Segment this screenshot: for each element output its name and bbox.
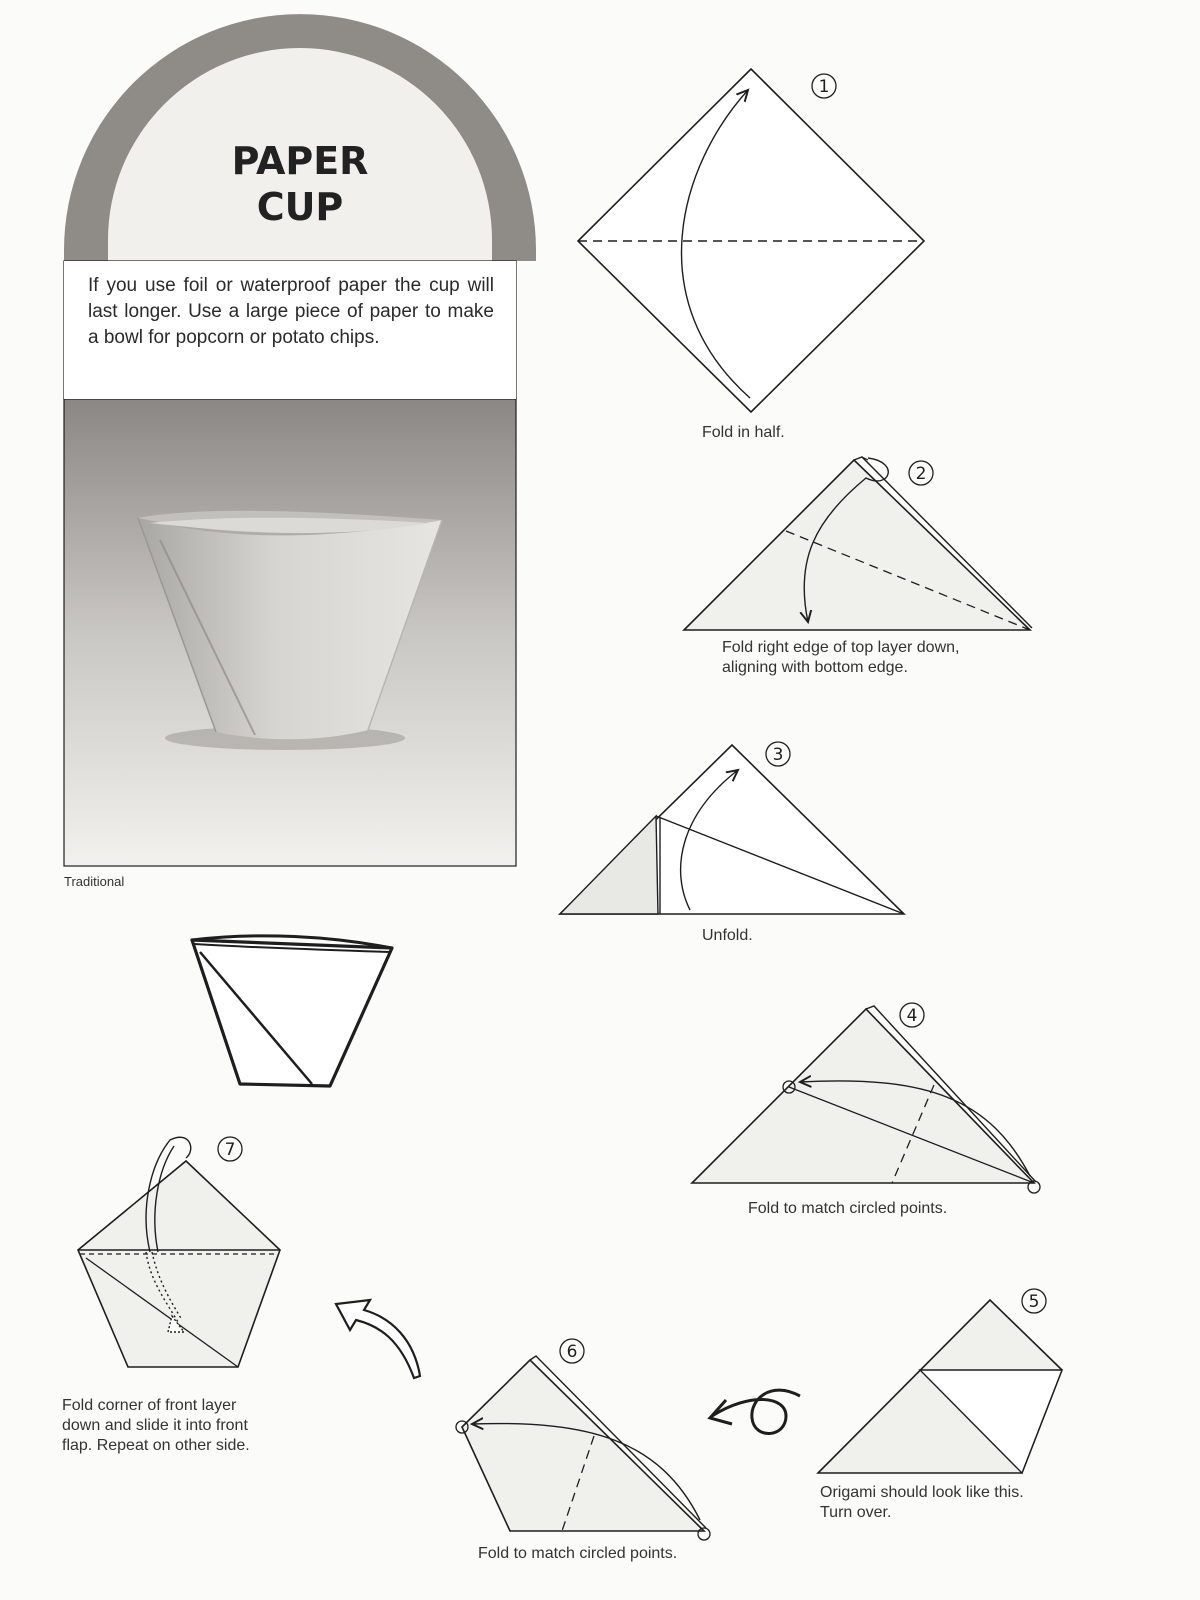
svg-text:4: 4 xyxy=(906,1006,918,1026)
step-5-caption xyxy=(820,1483,1024,1523)
step-2-caption xyxy=(722,638,959,678)
step-number-2 xyxy=(909,461,933,485)
step-3-diagram xyxy=(560,745,904,914)
step-2-diagram xyxy=(684,457,1032,630)
turn-over-arrow xyxy=(710,1390,800,1433)
svg-text:7: 7 xyxy=(224,1140,236,1160)
step-7-caption-line-1: Fold corner of front layer xyxy=(62,1397,237,1414)
page-title xyxy=(90,138,510,230)
step-1-diagram xyxy=(578,69,924,412)
step-6-caption: Fold to match circled points. xyxy=(478,1545,678,1562)
step-5-caption-line-2: Turn over. xyxy=(820,1504,892,1521)
step-3-caption: Unfold. xyxy=(702,927,753,944)
svg-text:5: 5 xyxy=(1028,1292,1040,1312)
svg-text:1: 1 xyxy=(818,77,830,97)
svg-text:2: 2 xyxy=(915,464,927,484)
step-number-3 xyxy=(766,742,790,766)
step-number-7 xyxy=(218,1137,242,1161)
step-5-diagram xyxy=(818,1300,1062,1473)
finished-cup-diagram xyxy=(192,936,392,1086)
photo-paper-cup xyxy=(64,399,516,866)
step-number-1 xyxy=(812,74,836,98)
svg-text:3: 3 xyxy=(772,745,784,765)
direction-arrow xyxy=(336,1300,420,1378)
title-line-1: PAPER xyxy=(231,139,369,183)
title-line-2: CUP xyxy=(256,185,344,229)
step-6-diagram xyxy=(456,1356,710,1540)
step-5-caption-line-1: Origami should look like this. xyxy=(820,1484,1024,1501)
circled-point xyxy=(698,1528,710,1540)
step-4-caption: Fold to match circled points. xyxy=(748,1200,948,1217)
step-7-caption-line-2: down and slide it into front xyxy=(62,1417,248,1434)
step-4-diagram xyxy=(692,1006,1040,1193)
step-2-caption-line-2: aligning with bottom edge. xyxy=(722,659,908,676)
step-1-caption: Fold in half. xyxy=(702,424,785,441)
step-number-6 xyxy=(560,1339,584,1363)
step-number-4 xyxy=(900,1003,924,1027)
step-number-5 xyxy=(1022,1289,1046,1313)
step-7-caption xyxy=(62,1396,250,1456)
step-7-caption-line-3: flap. Repeat on other side. xyxy=(62,1437,250,1454)
intro-paragraph: If you use foil or waterproof paper the cup will last longer. Use a large piece of paper to make a bowl for popcorn or potato chips. xyxy=(64,261,516,399)
step-2-caption-line-1: Fold right edge of top layer down, xyxy=(722,639,960,656)
step-7-diagram xyxy=(78,1137,280,1367)
photo-credit: Traditional xyxy=(64,874,125,889)
svg-text:6: 6 xyxy=(566,1342,578,1362)
